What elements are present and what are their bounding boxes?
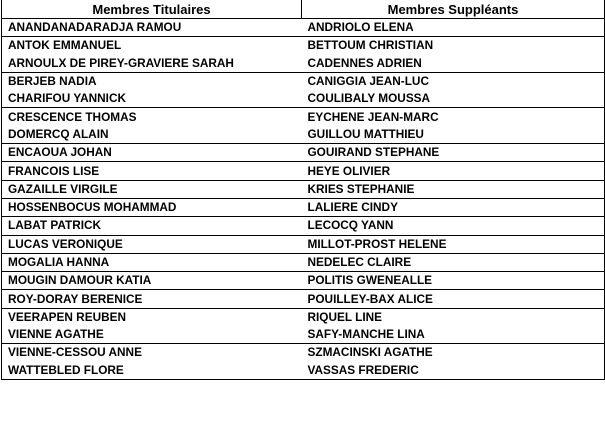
- header-suppleants: Membres Suppléants: [302, 0, 605, 19]
- suppleant-name: KRIES STEPHANIE: [302, 180, 605, 198]
- member-row: [2, 253, 605, 271]
- titulaire-name: CRESCENCE THOMAS: [2, 108, 302, 126]
- suppleant-name: POUILLEY-BAX ALICE: [302, 290, 605, 308]
- suppleant-name: LALIERE CINDY: [302, 198, 605, 216]
- titulaire-name: MOGALIA HANNA: [2, 253, 302, 271]
- member-row: [2, 162, 605, 180]
- member-group: [2, 217, 605, 235]
- titulaire-name: HOSSENBOCUS MOHAMMAD: [2, 198, 302, 216]
- suppleant-name: HEYE OLIVIER: [302, 162, 605, 180]
- member-row: [2, 180, 605, 198]
- titulaire-name: ARNOULX DE PIREY-GRAVIERE SARAH: [2, 55, 302, 73]
- titulaire-name: FRANCOIS LISE: [2, 162, 302, 180]
- member-group: [2, 253, 605, 271]
- titulaire-name: MOUGIN DAMOUR KATIA: [2, 272, 302, 290]
- suppleant-name: CANIGGIA JEAN-LUC: [302, 72, 605, 90]
- member-group: [2, 180, 605, 198]
- suppleant-name: NEDELEC CLAIRE: [302, 253, 605, 271]
- member-group: [2, 19, 605, 37]
- suppleant-name: CADENNES ADRIEN: [302, 55, 605, 73]
- member-group: [2, 235, 605, 253]
- suppleant-name: GOUIRAND STEPHANE: [302, 144, 605, 162]
- suppleant-name: BETTOUM CHRISTIAN: [302, 37, 605, 55]
- titulaire-name: GAZAILLE VIRGILE: [2, 180, 302, 198]
- suppleant-name: GUILLOU MATTHIEU: [302, 126, 605, 144]
- suppleant-name: MILLOT-PROST HELENE: [302, 235, 605, 253]
- titulaire-name: DOMERCQ ALAIN: [2, 126, 302, 144]
- member-row: [2, 344, 605, 362]
- suppleant-name: VASSAS FREDERIC: [302, 362, 605, 380]
- member-row: [2, 272, 605, 290]
- member-row: [2, 19, 605, 37]
- titulaire-name: CHARIFOU YANNICK: [2, 90, 302, 108]
- titulaire-name: VIENNE-CESSOU ANNE: [2, 344, 302, 362]
- member-row: [2, 326, 605, 344]
- suppleant-name: EYCHENE JEAN-MARC: [302, 108, 605, 126]
- member-row: [2, 108, 605, 126]
- suppleant-name: RIQUEL LINE: [302, 308, 605, 326]
- member-group: [2, 308, 605, 344]
- member-row: [2, 290, 605, 308]
- member-group: [2, 72, 605, 108]
- titulaire-name: ANTOK EMMANUEL: [2, 37, 302, 55]
- header-row: [2, 0, 605, 19]
- titulaire-name: ROY-DORAY BERENICE: [2, 290, 302, 308]
- member-row: [2, 198, 605, 216]
- header-titulaires: Membres Titulaires: [2, 0, 302, 19]
- suppleant-name: ANDRIOLO ELENA: [302, 19, 605, 37]
- member-group: [2, 144, 605, 162]
- member-group: [2, 37, 605, 73]
- member-row: [2, 144, 605, 162]
- members-table: [1, 0, 605, 380]
- titulaire-name: VEERAPEN REUBEN: [2, 308, 302, 326]
- suppleant-name: POLITIS GWENEALLE: [302, 272, 605, 290]
- member-group: [2, 162, 605, 180]
- titulaire-name: WATTEBLED FLORE: [2, 362, 302, 380]
- member-row: [2, 72, 605, 90]
- suppleant-name: COULIBALY MOUSSA: [302, 90, 605, 108]
- member-row: [2, 55, 605, 73]
- titulaire-name: LABAT PATRICK: [2, 217, 302, 235]
- member-row: [2, 217, 605, 235]
- member-group: [2, 290, 605, 308]
- member-row: [2, 37, 605, 55]
- titulaire-name: VIENNE AGATHE: [2, 326, 302, 344]
- titulaire-name: ENCAOUA JOHAN: [2, 144, 302, 162]
- member-group: [2, 344, 605, 380]
- suppleant-name: SZMACINSKI AGATHE: [302, 344, 605, 362]
- member-row: [2, 90, 605, 108]
- member-row: [2, 362, 605, 380]
- suppleant-name: LECOCQ YANN: [302, 217, 605, 235]
- member-group: [2, 198, 605, 216]
- member-row: [2, 235, 605, 253]
- member-group: [2, 272, 605, 290]
- member-group: [2, 108, 605, 144]
- titulaire-name: BERJEB NADIA: [2, 72, 302, 90]
- titulaire-name: ANANDANADARADJA RAMOU: [2, 19, 302, 37]
- titulaire-name: LUCAS VERONIQUE: [2, 235, 302, 253]
- member-row: [2, 126, 605, 144]
- member-row: [2, 308, 605, 326]
- suppleant-name: SAFY-MANCHE LINA: [302, 326, 605, 344]
